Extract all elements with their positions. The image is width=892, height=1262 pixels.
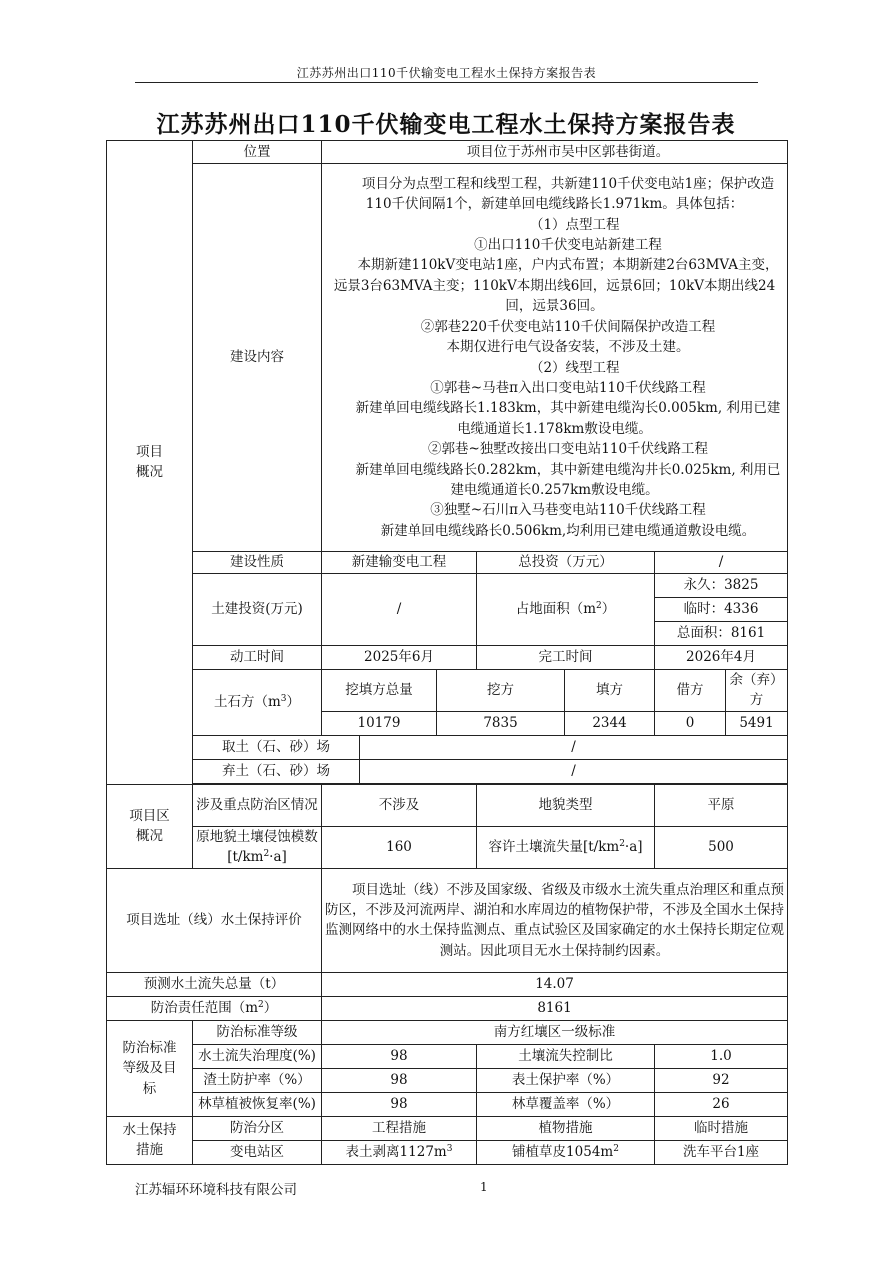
standard-value: 98 bbox=[322, 1044, 477, 1068]
measures-section-label: 水土保持 措施 bbox=[107, 1116, 193, 1164]
standard-label: 水土流失治理度(%) bbox=[193, 1044, 322, 1068]
content-value bbox=[322, 164, 788, 552]
erosion-label: 原地貌土壤侵蚀模数$[t/km^2\cdot a]$ bbox=[193, 826, 322, 868]
engineering-measure: 表土剥离$1127m^3$ bbox=[322, 1140, 477, 1164]
content-line: 新建单回电缆线路长0.506km,均利用已建电缆通道敷设电缆。 bbox=[380, 522, 756, 539]
content-line: 项目分为点型工程和线型工程，共新建110千伏变电站1座；保护改造110千伏间隔1个，新建单回电缆线路长1.971km。具体包括： bbox=[361, 175, 775, 213]
civil-invest-label: 土建投资(万元) bbox=[193, 574, 322, 646]
content-line: ①郭巷~马巷π入出口变电站110千伏线路工程 bbox=[430, 379, 706, 396]
content-line: ①出口110千伏变电站新建工程 bbox=[474, 237, 662, 254]
standard-label: 表土保护率（%） bbox=[477, 1068, 655, 1092]
loss-label: 预测水土流失总量（t） bbox=[107, 972, 322, 996]
end-label: 完工时间 bbox=[477, 646, 655, 670]
standard-value: 92 bbox=[655, 1068, 788, 1092]
nature-value: 新建输变电工程 bbox=[322, 552, 477, 574]
temporary-measure: 洗车平台1座 bbox=[655, 1140, 788, 1164]
start-label: 动工时间 bbox=[193, 646, 322, 670]
nature-label: 建设性质 bbox=[193, 552, 322, 574]
area-total: 总面积：8161 bbox=[655, 622, 788, 646]
earth-header: 借方 bbox=[655, 670, 726, 712]
evaluation-label: 项目选址（线）水土保持评价 bbox=[107, 868, 322, 972]
earth-value: 10179 bbox=[322, 711, 437, 735]
footer-company: 江苏辐环环境科技有限公司 bbox=[135, 1182, 297, 1198]
measures-header: 植物措施 bbox=[477, 1116, 655, 1140]
grade-label: 防治标准等级 bbox=[193, 1020, 322, 1044]
total-invest-value: / bbox=[655, 552, 788, 574]
area-temporary: 临时：4336 bbox=[655, 598, 788, 622]
area-permanent: 永久：3825 bbox=[655, 574, 788, 598]
spoil-value: / bbox=[360, 759, 788, 783]
measures-header: 临时措施 bbox=[655, 1116, 788, 1140]
page-number: 1 bbox=[480, 1180, 488, 1194]
measures-header: 工程措施 bbox=[322, 1116, 477, 1140]
scope-value: 8161 bbox=[322, 996, 788, 1020]
content-line: 本期新建110kV变电站1座，户内式布置；本期新建2台63MVA主变，远景3台63MVA主变；110kV本期出线6回，远景6回；10kV本期出线24回，远景36回。 bbox=[333, 257, 779, 315]
content-label: 建设内容 bbox=[193, 164, 322, 552]
measures-zone: 变电站区 bbox=[193, 1140, 322, 1164]
earth-value: 0 bbox=[655, 711, 726, 735]
running-header: 江苏苏州出口110千伏输变电工程水土保持方案报告表 bbox=[296, 66, 597, 80]
header-rule bbox=[135, 82, 758, 83]
earth-header: 填方 bbox=[565, 670, 655, 712]
earth-header: 余（弃）方 bbox=[726, 670, 788, 712]
start-value: 2025年6月 bbox=[322, 646, 477, 670]
earth-header: 挖方 bbox=[437, 670, 565, 712]
evaluation-value: 项目选址（线）不涉及国家级、省级及市级水土流失重点治理区和重点预防区，不涉及河流两岸、湖泊和水库周边的植物保护带，不涉及全国水土保持监测网络中的水土保持监测点、重点试验区及国家确定的水土保持长期定位观测站。因此项目无水土保持制约因素。 bbox=[322, 868, 788, 972]
standard-label: 林草植被恢复率(%) bbox=[193, 1092, 322, 1116]
earth-value: 5491 bbox=[726, 711, 788, 735]
allow-value: 500 bbox=[655, 826, 788, 868]
content-line: ②郭巷220千伏变电站110千伏间隔保护改造工程 bbox=[420, 318, 716, 335]
standard-label: 渣土防护率（%） bbox=[193, 1068, 322, 1092]
location-value: 项目位于苏州市吴中区郭巷街道。 bbox=[322, 141, 788, 164]
content-line: （1）点型工程 bbox=[529, 216, 620, 233]
content-line: （2）线型工程 bbox=[529, 359, 620, 376]
content-line: ②郭巷~独墅改接出口变电站110千伏线路工程 bbox=[427, 441, 709, 458]
plant-measure: 铺植草皮$1054m^2$ bbox=[477, 1140, 655, 1164]
page-title: 江苏苏州出口110千伏输变电工程水土保持方案报告表 bbox=[156, 111, 736, 138]
borrow-value: / bbox=[360, 735, 788, 759]
earth-value: 2344 bbox=[565, 711, 655, 735]
standard-value: 1.0 bbox=[655, 1044, 788, 1068]
measures-header: 防治分区 bbox=[193, 1116, 322, 1140]
content-line: 本期仅进行电气设备安装，不涉及土建。 bbox=[446, 339, 690, 356]
zone-label: 涉及重点防治区情况 bbox=[193, 784, 322, 826]
scope-label: 防治责任范围$(m^2)$ bbox=[107, 996, 322, 1020]
grade-value: 南方红壤区一级标准 bbox=[322, 1020, 788, 1044]
end-value: 2026年4月 bbox=[655, 646, 788, 670]
earth-value: 7835 bbox=[437, 711, 565, 735]
overview-section-label: 项目 概况 bbox=[107, 141, 193, 785]
area-label: 占地面积$(m^2)$ bbox=[477, 574, 655, 646]
standard-value: 98 bbox=[322, 1092, 477, 1116]
location-label: 位置 bbox=[193, 141, 322, 164]
loss-value: 14.07 bbox=[322, 972, 788, 996]
erosion-value: 160 bbox=[322, 826, 477, 868]
earth-header: 挖填方总量 bbox=[322, 670, 437, 712]
civil-invest-value: / bbox=[322, 574, 477, 646]
standard-label: 林草覆盖率（%） bbox=[477, 1092, 655, 1116]
content-line: 新建单回电缆线路长1.183km，其中新建电缆沟长0.005km, 利用已建电缆通道长1.178km敷设电缆。 bbox=[355, 400, 781, 437]
content-line: ③独墅~石川π入马巷变电站110千伏线路工程 bbox=[430, 502, 706, 519]
standard-label: 土壤流失控制比 bbox=[477, 1044, 655, 1068]
landform-label: 地貌类型 bbox=[477, 784, 655, 826]
total-invest-label: 总投资（万元） bbox=[477, 552, 655, 574]
allow-label: 容许土壤流失量$[t/km^2\cdot a]$ bbox=[477, 826, 655, 868]
content-line: 新建单回电缆线路长0.282km，其中新建电缆沟井长0.025km, 利用已建电缆通道长0.257km敷设电缆。 bbox=[355, 461, 781, 498]
region-section-label: 项目区 概况 bbox=[107, 784, 193, 868]
landform-value: 平原 bbox=[655, 784, 788, 826]
report-table bbox=[106, 140, 788, 1165]
zone-value: 不涉及 bbox=[322, 784, 477, 826]
earth-label: 土石方$(m^3)$ bbox=[193, 670, 322, 736]
standards-section-label: 防治标准 等级及目 标 bbox=[107, 1020, 193, 1116]
spoil-label: 弃土（石、砂）场 bbox=[193, 759, 360, 783]
borrow-label: 取土（石、砂）场 bbox=[193, 735, 360, 759]
standard-value: 98 bbox=[322, 1068, 477, 1092]
standard-value: 26 bbox=[655, 1092, 788, 1116]
